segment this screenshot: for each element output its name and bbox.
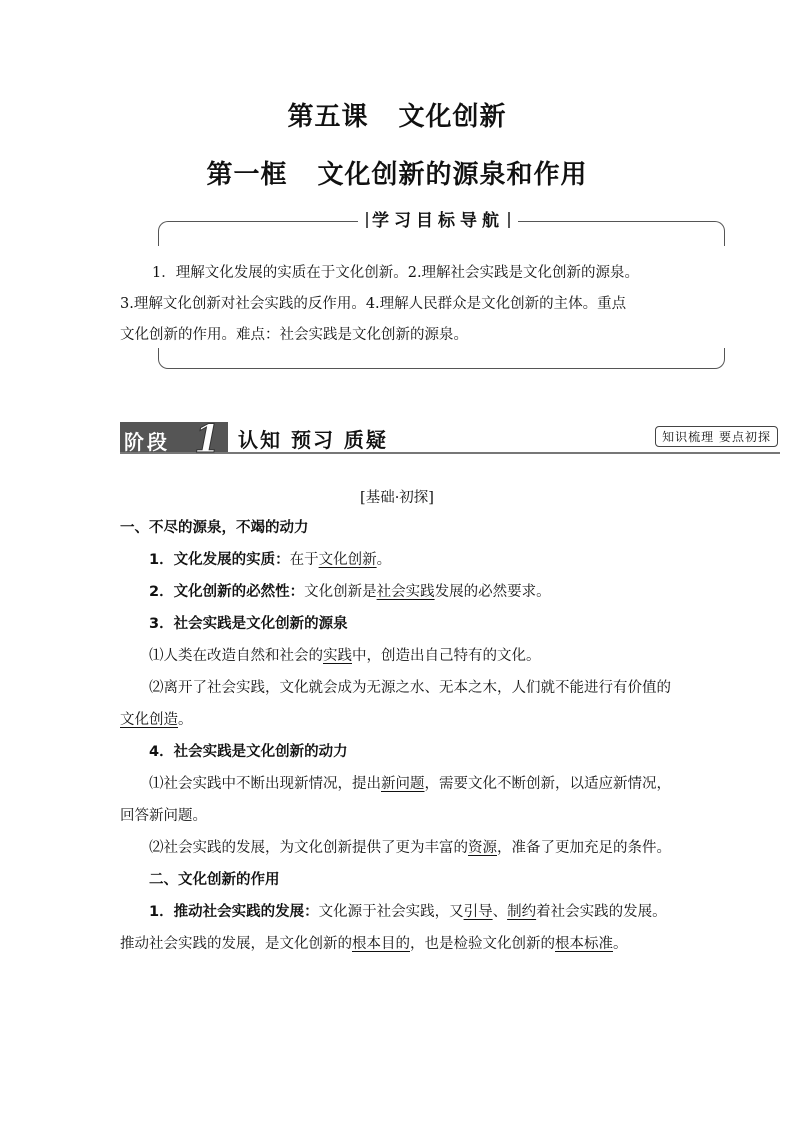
point-4-1: ⑴社会实践中不断出现新情况，提出新问题，需要文化不断创新，以适应新情况，回答新问题。 <box>120 776 671 824</box>
blank-answer: 根本标准 <box>555 936 613 952</box>
goals-label-bar-right <box>508 212 510 228</box>
section-name: 文化创新的源泉和作用 <box>317 160 588 190</box>
section-number: 第一框 <box>206 160 288 190</box>
point-2: 2．文化创新的必然性：文化创新是社会实践发展的必然要求。 <box>149 584 551 600</box>
blank-answer: 资源 <box>468 840 497 856</box>
point-4: 4．社会实践是文化创新的动力 <box>149 744 348 760</box>
lesson-title <box>0 96 794 133</box>
stage-tag: 知识梳理 要点初探 <box>655 426 778 447</box>
sub-heading: [基础·初探] <box>360 490 434 506</box>
stage-number: 1 <box>194 416 221 461</box>
goals-box-bottom <box>158 348 725 369</box>
goals-line-1: 1．理解文化发展的实质在于文化创新。2.理解社会实践是文化创新的源泉。 <box>152 265 640 281</box>
stage-title: 认知 预习 质疑 <box>238 428 388 452</box>
point-3: 3．社会实践是文化创新的源泉 <box>149 616 348 632</box>
goals-line-2: 3.理解文化创新对社会实践的反作用。4.理解人民群众是文化创新的主体。重点 <box>120 296 627 312</box>
point-3-1: ⑴人类在改造自然和社会的实践中，创造出自己特有的文化。 <box>149 648 541 664</box>
point-4-2: ⑵社会实践的发展，为文化创新提供了更为丰富的资源，准备了更加充足的条件。 <box>149 840 671 856</box>
stage-banner <box>120 416 780 461</box>
blank-answer: 根本目的 <box>352 936 410 952</box>
point-5: 1．推动社会实践的发展：文化源于社会实践，又引导、制约着社会实践的发展。推动社会实践的发展，是文化创新的根本目的，也是检验文化创新的根本标准。 <box>120 904 667 952</box>
section-title <box>0 154 794 191</box>
goals-text <box>120 258 680 351</box>
heading-two: 二、文化创新的作用 <box>149 872 280 888</box>
blank-answer: 实践 <box>323 648 352 664</box>
goals-label-bar-left <box>366 212 368 228</box>
blank-answer: 新问题 <box>381 776 425 792</box>
blank-answer: 社会实践 <box>376 584 435 600</box>
goals-label: 学习目标导航 <box>358 207 518 235</box>
lesson-number: 第五课 <box>287 102 369 132</box>
lesson-name: 文化创新 <box>398 102 507 132</box>
goals-line-3: 文化创新的作用。难点：社会实践是文化创新的源泉。 <box>120 327 468 343</box>
blank-answer: 文化创造 <box>120 712 178 728</box>
point-3-2: ⑵离开了社会实践，文化就会成为无源之水、无本之木，人们就不能进行有价值的文化创造。 <box>120 680 671 728</box>
heading-one: 一、不尽的源泉，不竭的动力 <box>120 520 309 536</box>
blank-answer: 制约 <box>507 904 537 920</box>
stage-block <box>120 416 228 461</box>
stage-word: 阶段 <box>124 430 170 454</box>
blank-answer: 文化创新 <box>318 552 377 568</box>
point-1: 1．文化发展的实质：在于文化创新。 <box>149 552 392 568</box>
blank-answer: 引导 <box>463 904 493 920</box>
content-body <box>120 512 680 960</box>
